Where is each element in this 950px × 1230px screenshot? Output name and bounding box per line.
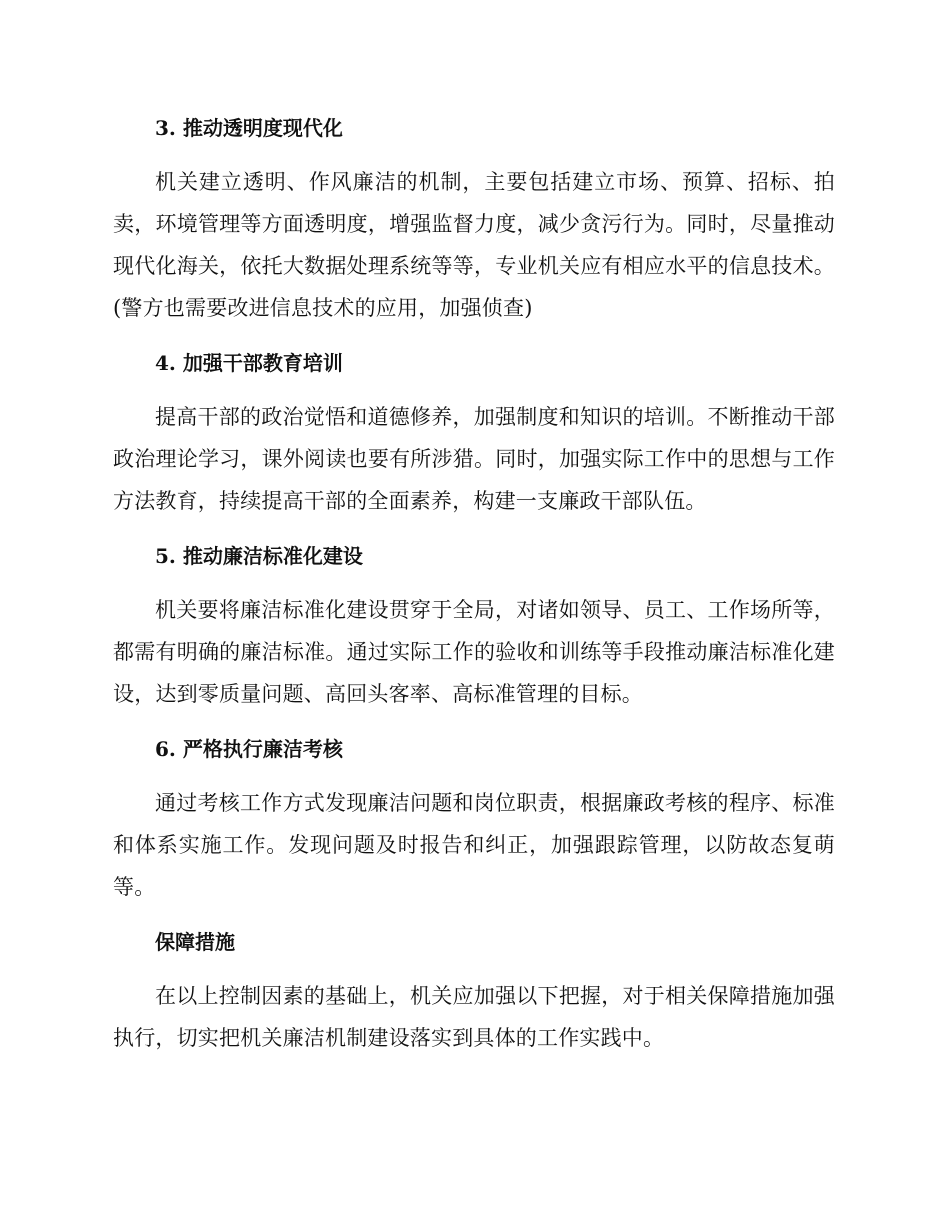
- section-heading-assessment: 6. 严格执行廉洁考核: [155, 737, 343, 761]
- section-heading-cadre-training: 4. 加强干部教育培训: [155, 351, 343, 375]
- section-paragraph-transparency: 机关建立透明、作风廉洁的机制，主要包括建立市场、预算、招标、拍卖，环境管理等方面透明度，增强监督力度，减少贪污行为。同时，尽量推动现代化海关，依托大数据处理系统等等，专业机关应有相应水平的信息技术。(警方也需要改进信息技术的应用，加强侦查): [113, 170, 835, 320]
- section-paragraph-standardization: 机关要将廉洁标准化建设贯穿于全局，对诸如领导、员工、工作场所等，都需有明确的廉洁标准。通过实际工作的验收和训练等手段推动廉洁标准化建设，达到零质量问题、高回头客率、高标准管理的目标。: [113, 598, 835, 706]
- section-paragraph-assessment: 通过考核工作方式发现廉洁问题和岗位职责，根据廉政考核的程序、标准和体系实施工作。发现问题及时报告和纠正，加强跟踪管理，以防故态复萌等。: [113, 791, 835, 899]
- document-body: [113, 108, 835, 1073]
- section-heading-standardization: 5. 推动廉洁标准化建设: [155, 544, 363, 568]
- section-heading-transparency: 3. 推动透明度现代化: [155, 116, 343, 140]
- section-paragraph-safeguards: 在以上控制因素的基础上，机关应加强以下把握，对于相关保障措施加强执行，切实把机关廉洁机制建设落实到具体的工作实践中。: [113, 984, 835, 1050]
- section-heading-safeguards: 保障措施: [155, 930, 235, 954]
- section-paragraph-cadre-training: 提高干部的政治觉悟和道德修养，加强制度和知识的培训。不断推动干部政治理论学习，课外阅读也要有所涉猎。同时，加强实际工作中的思想与工作方法教育，持续提高干部的全面素养，构建一支廉政干部队伍。: [113, 405, 835, 513]
